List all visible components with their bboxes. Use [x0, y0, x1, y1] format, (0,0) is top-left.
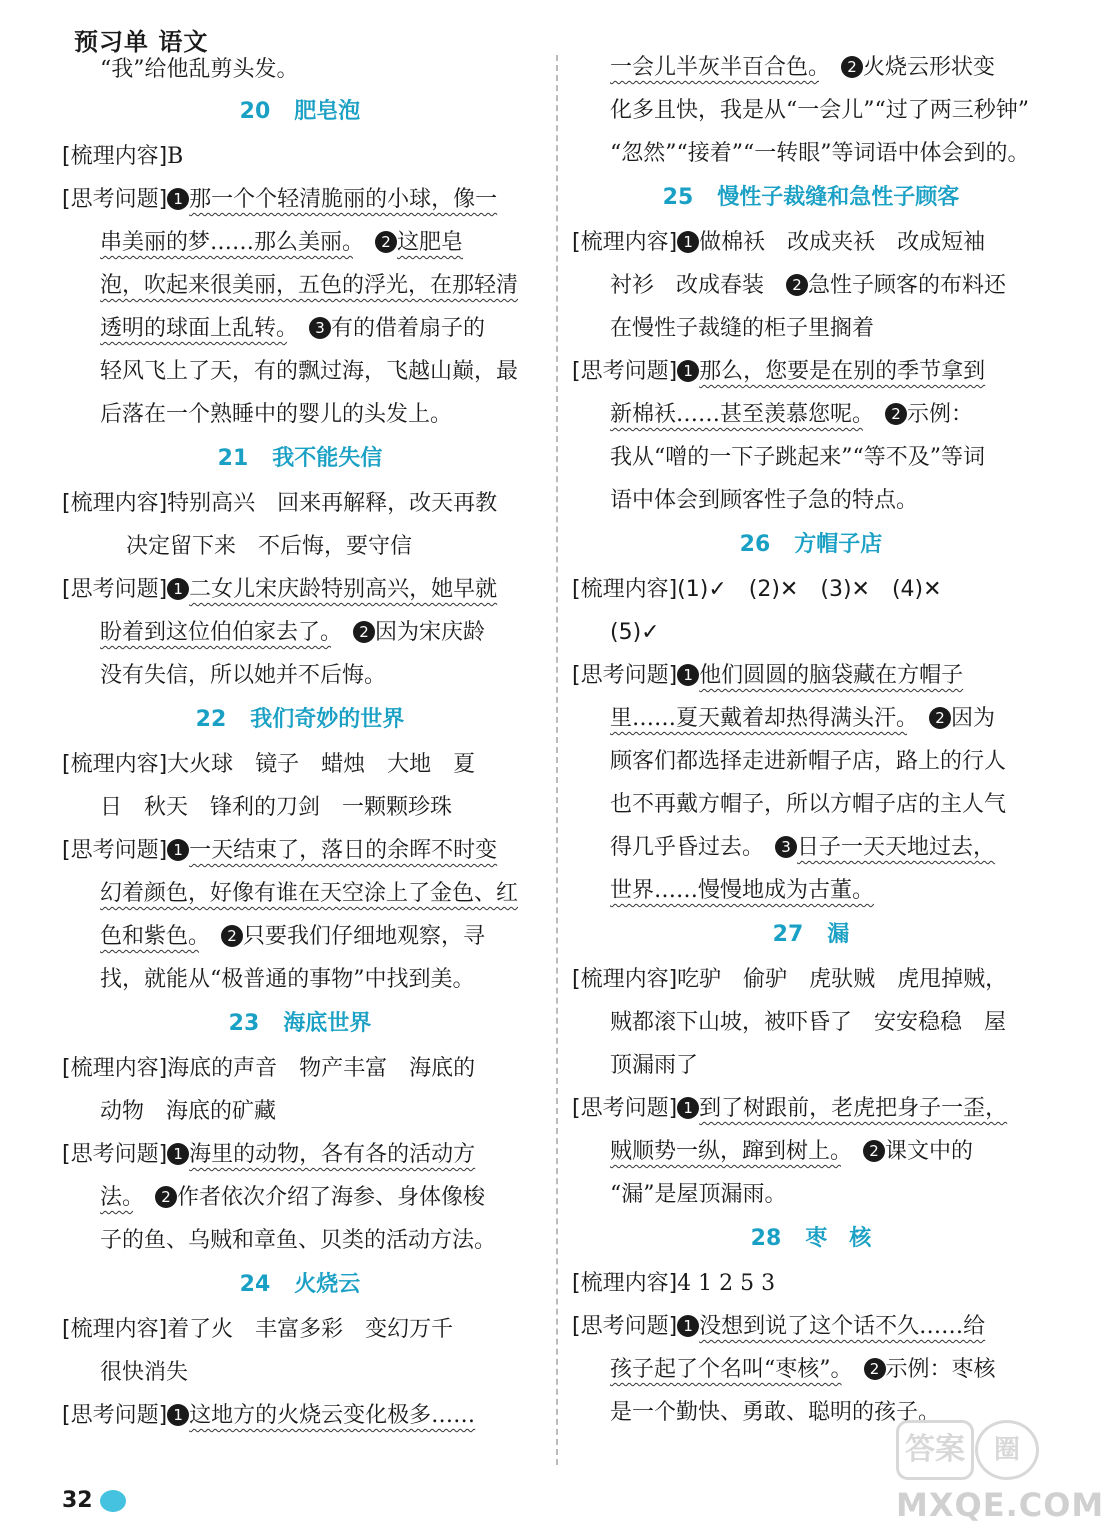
answer-line: 语中体会到顾客性子急的特点。 — [610, 488, 919, 513]
page-header: 预习单 语文 — [74, 28, 209, 56]
sikao-row — [572, 661, 963, 691]
number-badge-1: 1 — [677, 231, 699, 253]
answer-text: 只要我们仔细地观察，寻 — [243, 924, 486, 949]
answer-line: 找，就能从“极普通的事物”中找到美。 — [100, 967, 475, 992]
answer-line — [610, 271, 1006, 301]
sikao-row — [572, 1312, 985, 1342]
sikao-row — [62, 1401, 475, 1431]
answer-text: 有的借着扇子的 — [331, 316, 486, 341]
lesson-title — [572, 530, 1050, 560]
number-badge-1: 1 — [167, 1404, 189, 1426]
answer-line — [100, 271, 518, 301]
number-badge-1: 1 — [167, 839, 189, 861]
underlined-answer: 到了树跟前，老虎把身子一歪， — [699, 1096, 1008, 1121]
lesson-number: 23 — [228, 1011, 260, 1036]
shuli-tag: [梳理内容] — [62, 491, 168, 516]
answer-line — [100, 314, 485, 344]
answer-text: (1)✓ (2)✕ (3)✕ (4)✕ — [677, 577, 942, 602]
answer-text: 示例：枣核 — [885, 1357, 996, 1382]
underlined-answer: 新棉袄……甚至羡慕您呢。 — [610, 402, 864, 427]
watermark-logo: 圈 — [975, 1420, 1039, 1480]
sikao-row — [572, 1094, 1007, 1124]
lesson-title — [62, 97, 538, 127]
lesson-title — [572, 183, 1050, 213]
number-badge-1: 1 — [167, 1143, 189, 1165]
answer-line — [610, 704, 995, 734]
lesson-title — [62, 1009, 538, 1039]
answer-text: 作者依次介绍了海参、身体像梭 — [177, 1185, 486, 1210]
answer-line: 日 秋天 锋利的刀剑 一颗颗珍珠 — [100, 795, 453, 820]
lesson-title — [572, 920, 1050, 950]
underlined-answer: 泡，吹起来很美丽，五色的浮光，在那轻清 — [100, 273, 519, 298]
sikao-row — [62, 185, 497, 215]
answer-line — [610, 1137, 973, 1167]
underlined-answer: 一天结束了，落日的余晖不时变 — [189, 838, 498, 863]
underlined-answer: 法。 — [100, 1185, 134, 1210]
sikao-row — [62, 1140, 475, 1170]
watermark-text: MXQE.COM — [896, 1486, 1104, 1524]
answer-line — [610, 400, 973, 430]
underlined-answer: 一会儿半灰半百合色。 — [610, 55, 820, 80]
number-badge-1: 1 — [677, 360, 699, 382]
number-badge-3: 3 — [309, 317, 331, 339]
underlined-answer: 这肥皂 — [397, 230, 464, 255]
shuli-row — [62, 1054, 475, 1084]
number-badge-1: 1 — [677, 1097, 699, 1119]
answer-line — [100, 922, 485, 952]
lesson-number: 24 — [239, 1272, 271, 1297]
shuli-row — [572, 228, 985, 258]
sikao-tag: [思考问题] — [62, 577, 168, 602]
answer-line — [610, 618, 660, 648]
answer-text: (5)✓ — [610, 620, 660, 645]
answer-line: 轻风飞上了天，有的飘过海，飞越山巅，最 — [100, 359, 519, 384]
answer-text: 做棉袄 改成夹袄 改成短袖 — [699, 230, 986, 255]
answer-text: 吃驴 偷驴 虎驮贼 虎甩掉贼， — [677, 967, 1008, 992]
sikao-tag: [思考问题] — [572, 663, 678, 688]
answer-line: “漏”是屋顶漏雨。 — [610, 1182, 787, 1207]
shuli-tag: [梳理内容] — [572, 1271, 678, 1296]
answer-line: 贼都滚下山坡，被吓昏了 安安稳稳 屋 — [610, 1010, 1007, 1035]
answer-line — [610, 1355, 996, 1385]
lesson-name: 漏 — [827, 922, 850, 947]
underlined-answer: 这地方的火烧云变化极多…… — [189, 1403, 476, 1428]
number-badge-2: 2 — [864, 1358, 886, 1380]
lesson-name: 肥皂泡 — [294, 99, 361, 124]
underlined-answer: 贼顺势一纵，蹿到树上。 — [610, 1139, 842, 1164]
answer-line: 子的鱼、乌贼和章鱼、贝类的活动方法。 — [100, 1228, 497, 1253]
number-badge-2: 2 — [929, 707, 951, 729]
lesson-number: 22 — [195, 707, 227, 732]
answer-text: B — [167, 144, 184, 169]
underlined-answer: 世界……慢慢地成为古董。 — [610, 878, 875, 903]
answer-line — [100, 1183, 485, 1213]
underlined-answer: 他们圆圆的脑袋藏在方帽子 — [699, 663, 964, 688]
underlined-answer: 那么，您要是在别的季节拿到 — [699, 359, 986, 384]
sikao-tag: [思考问题] — [572, 359, 678, 384]
answer-text: 4 1 2 5 3 — [677, 1271, 776, 1296]
watermark-logo: 答案 — [896, 1420, 974, 1480]
answer-text: 得几乎昏过去。 — [610, 835, 754, 860]
sikao-tag: [思考问题] — [62, 1403, 168, 1428]
underlined-answer: 没想到说了这个话不久……给 — [699, 1314, 986, 1339]
answer-line: 没有失信，所以她并不后悔。 — [100, 663, 387, 688]
shuli-tag: [梳理内容] — [62, 144, 168, 169]
answer-text: 火烧云形状变 — [863, 55, 996, 80]
number-badge-1: 1 — [167, 578, 189, 600]
answer-line: “忽然”“接着”“一转眼”等词语中体会到的。 — [610, 141, 1030, 166]
answer-line: 后落在一个熟睡中的婴儿的头发上。 — [100, 402, 453, 427]
answer-text: 急性子顾客的布料还 — [808, 273, 1007, 298]
answer-text: 示例： — [907, 402, 974, 427]
underlined-answer: 二女儿宋庆龄特别高兴，她早就 — [189, 577, 498, 602]
sikao-tag: [思考问题] — [572, 1314, 678, 1339]
lesson-name: 海底世界 — [283, 1011, 372, 1036]
answer-line: 化多且快，我是从“一会儿”“过了两三秒钟” — [610, 98, 1029, 123]
intro-line: “我”给他乱剪头发。 — [100, 57, 299, 82]
answer-line: 我从“噌的一下子跳起来”“等不及”等词 — [610, 445, 985, 470]
answer-line: 也不再戴方帽子，所以方帽子店的主人气 — [610, 792, 1007, 817]
answer-line — [610, 876, 874, 906]
answer-text: 课文中的 — [885, 1139, 974, 1164]
number-badge-2: 2 — [375, 231, 397, 253]
sikao-row — [62, 836, 497, 866]
answer-text: 大火球 镜子 蜡烛 大地 夏 — [167, 752, 476, 777]
number-badge-1: 1 — [167, 188, 189, 210]
underlined-answer: 里……夏天戴着却热得满头汗。 — [610, 706, 908, 731]
answer-text: 衬衫 改成春装 — [610, 273, 765, 298]
sikao-tag: [思考问题] — [572, 1096, 678, 1121]
page-icon — [100, 1490, 126, 1512]
answer-line — [100, 228, 463, 258]
lesson-number: 20 — [239, 99, 271, 124]
lesson-number: 26 — [739, 532, 771, 557]
shuli-tag: [梳理内容] — [572, 230, 678, 255]
lesson-name: 方帽子店 — [794, 532, 883, 557]
underlined-answer: 日子一天天地过去， — [797, 835, 996, 860]
shuli-row — [62, 1315, 453, 1345]
underlined-answer: 透明的球面上乱转。 — [100, 316, 288, 341]
lesson-title — [62, 1270, 538, 1300]
sikao-row — [572, 357, 985, 387]
underlined-answer: 幻着颜色，好像有谁在天空涂上了金色、红 — [100, 881, 519, 906]
underlined-answer: 串美丽的梦……那么美丽。 — [100, 230, 354, 255]
sikao-tag: [思考问题] — [62, 838, 168, 863]
number-badge-2: 2 — [863, 1140, 885, 1162]
answer-text: 因为宋庆龄 — [375, 620, 486, 645]
underlined-answer: 那一个个轻清脆丽的小球，像一 — [189, 187, 498, 212]
number-badge-1: 1 — [677, 1315, 699, 1337]
number-badge-2: 2 — [841, 56, 863, 78]
underlined-answer: 海里的动物，各有各的活动方 — [189, 1142, 476, 1167]
page-number: 32 — [62, 1488, 93, 1513]
number-badge-1: 1 — [677, 664, 699, 686]
answer-line: 在慢性子裁缝的柜子里搁着 — [610, 316, 875, 341]
answer-line: 顾客们都选择走进新帽子店，路上的行人 — [610, 749, 1007, 774]
answer-text: 特别高兴 回来再解释，改天再教 — [167, 491, 498, 516]
underlined-answer: 盼着到这位伯伯家去了。 — [100, 620, 332, 645]
lesson-number: 25 — [662, 185, 694, 210]
shuli-tag: [梳理内容] — [62, 1056, 168, 1081]
answer-line: 顶漏雨了 — [610, 1053, 699, 1078]
answer-line — [610, 53, 995, 83]
shuli-tag: [梳理内容] — [572, 967, 678, 992]
lesson-title — [62, 705, 538, 735]
lesson-name: 火烧云 — [294, 1272, 361, 1297]
answer-line — [100, 879, 518, 909]
lesson-name: 我不能失信 — [272, 446, 383, 471]
answer-line — [610, 833, 995, 863]
lesson-name: 枣 核 — [805, 1226, 872, 1251]
column-divider — [556, 55, 558, 1465]
underlined-answer: 色和紫色。 — [100, 924, 200, 949]
sikao-tag: [思考问题] — [62, 187, 168, 212]
number-badge-2: 2 — [221, 925, 243, 947]
lesson-number: 21 — [217, 446, 249, 471]
shuli-row — [62, 142, 183, 172]
shuli-row — [62, 489, 497, 519]
lesson-number: 27 — [772, 922, 804, 947]
answer-text: 海底的声音 物产丰富 海底的 — [167, 1056, 476, 1081]
underlined-answer: 孩子起了个名叫“枣核”。 — [610, 1357, 842, 1382]
shuli-row — [572, 575, 942, 605]
shuli-tag: [梳理内容] — [62, 752, 168, 777]
answer-text: 着了火 丰富多彩 变幻万千 — [167, 1317, 454, 1342]
number-badge-2: 2 — [786, 274, 808, 296]
shuli-row — [62, 750, 475, 780]
number-badge-2: 2 — [353, 621, 375, 643]
lesson-name: 慢性子裁缝和急性子顾客 — [717, 185, 960, 210]
sikao-row — [62, 575, 497, 605]
number-badge-2: 2 — [885, 403, 907, 425]
shuli-tag: [梳理内容] — [62, 1317, 168, 1342]
shuli-tag: [梳理内容] — [572, 577, 678, 602]
answer-line: 决定留下来 不后悔，要守信 — [126, 534, 413, 559]
answer-line: 动物 海底的矿藏 — [100, 1099, 277, 1124]
lesson-title — [62, 444, 538, 474]
answer-line — [100, 618, 485, 648]
lesson-number: 28 — [750, 1226, 782, 1251]
lesson-title — [572, 1224, 1050, 1254]
shuli-row — [572, 1269, 775, 1299]
lesson-name: 我们奇妙的世界 — [250, 707, 405, 732]
shuli-row — [572, 965, 1007, 995]
answer-text: 因为 — [951, 706, 996, 731]
sikao-tag: [思考问题] — [62, 1142, 168, 1167]
answer-line: 很快消失 — [100, 1360, 189, 1385]
number-badge-3: 3 — [775, 836, 797, 858]
answer-line: 是一个勤快、勇敢、聪明的孩子。 — [610, 1400, 941, 1425]
number-badge-2: 2 — [155, 1186, 177, 1208]
